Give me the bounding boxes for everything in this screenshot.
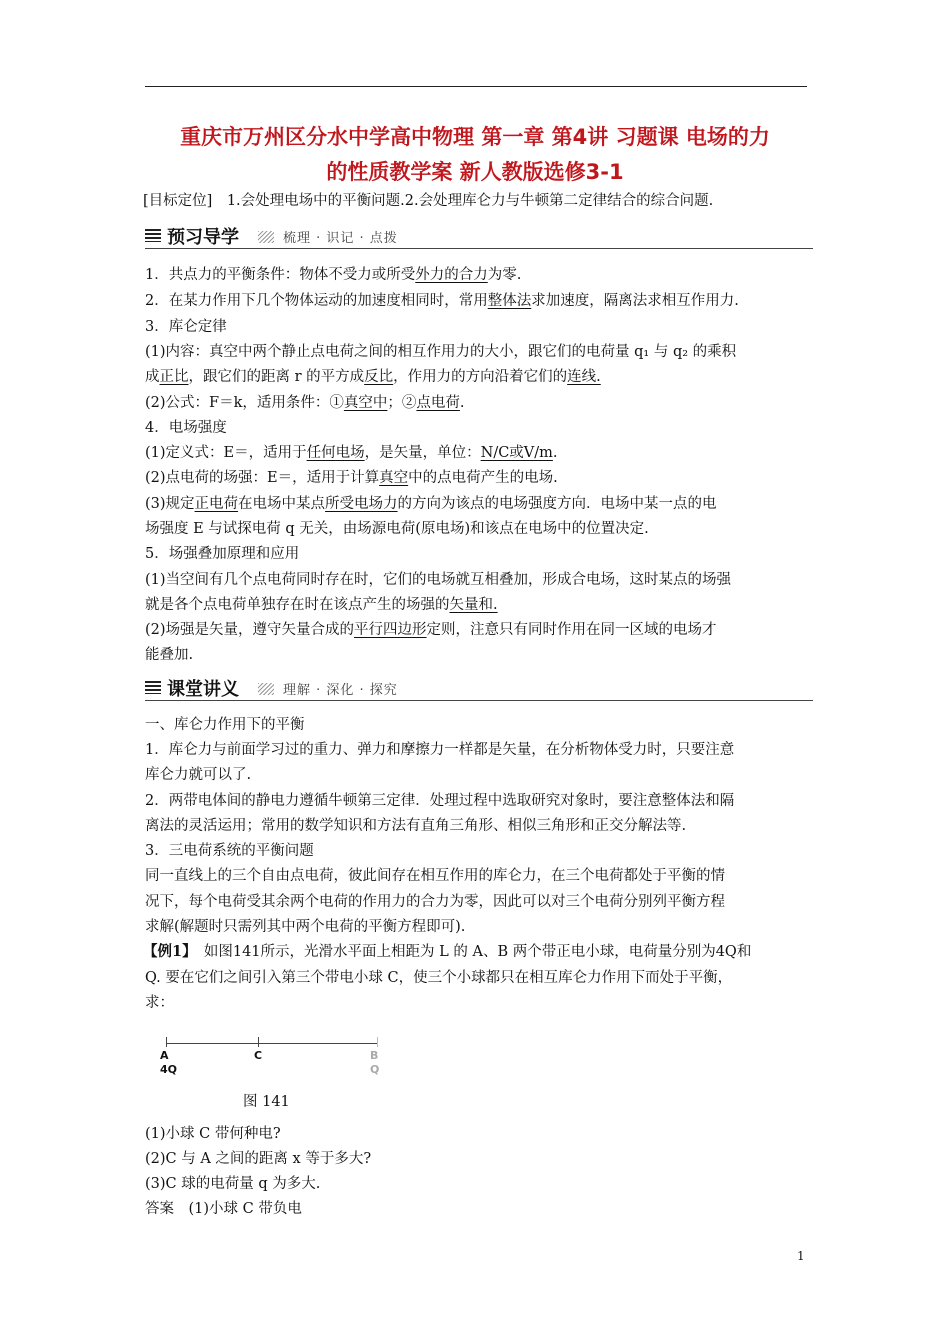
section-subtitle: 理解 · 深化 · 探究 [283, 683, 398, 698]
header-rule [145, 86, 807, 87]
hatch-icon [258, 683, 274, 695]
label-b-charge: Q [370, 1063, 380, 1076]
answer-line: 答案 (1)小球 C 带负电 [145, 1201, 302, 1217]
goal-statement: [目标定位] 1.会处理电场中的平衡问题.2.会处理库仑力与牛顿第二定律结合的综合问题. [143, 193, 714, 209]
section-subtitle: 梳理 · 识记 · 点拨 [283, 231, 398, 246]
paragraph-line: (1)内容：真空中两个静止点电荷之间的相互作用力的大小，跟它们的电荷量 q₁ 与 q₂ 的乘积 [145, 344, 737, 360]
paragraph-line: 求解(解题时只需列其中两个电荷的平衡方程即可). [145, 919, 466, 935]
paragraph-line: 1．共点力的平衡条件：物体不受力或所受外力的合力为零. [145, 267, 522, 283]
tick-b [377, 1037, 378, 1047]
paragraph-line: (2)点电荷的场强：E＝，适用于计算真空中的点电荷产生的电场. [145, 470, 558, 486]
hatch-icon [258, 231, 274, 243]
section-rule [145, 700, 813, 701]
section-rule [145, 248, 813, 249]
paragraph-line: 能叠加. [145, 647, 194, 663]
paragraph-line: 就是各个点电荷单独存在时在该点产生的场强的矢量和. [145, 597, 498, 613]
stripes-icon [145, 681, 161, 694]
section-header-preview [145, 223, 813, 249]
paragraph-line: Q. 要在它们之间引入第三个带电小球 C，使三个小球都只在相互库仑力作用下而处于平衡， [145, 970, 733, 986]
label-c: C [254, 1049, 263, 1062]
paragraph-line: 3．库仑定律 [145, 319, 227, 335]
paragraph-line: 库仑力就可以了. [145, 767, 252, 783]
title-line-2: 的性质教学案 新人教版选修3-1 [326, 160, 624, 184]
paragraph-line: 离法的灵活运用；常用的数学知识和方法有直角三角形、相似三角形和正交分解法等. [145, 818, 687, 834]
paragraph-line: 场强度 E 与试探电荷 q 无关，由场源电荷(原电场)和该点在电场中的位置决定. [145, 521, 649, 537]
paragraph-line: 1．库仑力与前面学习过的重力、弹力和摩擦力一样都是矢量，在分析物体受力时，只要注意 [145, 742, 735, 758]
label-a: A [160, 1049, 169, 1062]
paragraph-line: (3)规定正电荷在电场中某点所受电场力的方向为该点的电场强度方向．电场中某一点的电 [145, 496, 717, 512]
section-title: 预习导学 [167, 227, 239, 248]
paragraph-line: 2．在某力作用下几个物体运动的加速度相同时，常用整体法求加速度，隔离法求相互作用力. [145, 293, 739, 309]
title-line-1: 重庆市万州区分水中学高中物理 第一章 第4讲 习题课 电场的力 [180, 125, 770, 149]
paragraph-line: 5．场强叠加原理和应用 [145, 546, 300, 562]
paragraph-line: 3．三电荷系统的平衡问题 [145, 843, 314, 859]
paragraph-line: (1)定义式：E＝，适用于任何电场，是矢量，单位：N/C或V/m. [145, 445, 558, 461]
paragraph-line: (1)当空间有几个点电荷同时存在时，它们的电场就互相叠加，形成合电场，这时某点的场强 [145, 572, 732, 588]
paragraph-line: 况下，每个电荷受其余两个电荷的作用力的合力为零，因此可以对三个电荷分别列平衡方程 [145, 894, 725, 910]
question-line: (1)小球 C 带何种电? [145, 1126, 281, 1142]
page-number: 1 [797, 1249, 805, 1263]
figure-caption: 图 141 [243, 1094, 290, 1110]
question-line: (3)C 球的电荷量 q 为多大. [145, 1176, 321, 1192]
figure-line [166, 1043, 378, 1044]
example-line: 【例1】 如图141所示，光滑水平面上相距为 L 的 A、B 两个带正电小球，电荷量分别为4Q和 [143, 943, 752, 960]
paragraph-line: 2．两带电体间的静电力遵循牛顿第三定律．处理过程中选取研究对象时，要注意整体法和隔 [145, 793, 735, 809]
tick-a [166, 1037, 167, 1047]
label-b: B [370, 1049, 379, 1062]
paragraph-line: (2)公式：F＝k，适用条件：①真空中；②点电荷. [145, 395, 465, 411]
paragraph-line: 同一直线上的三个自由点电荷，彼此间存在相互作用的库仑力，在三个电荷都处于平衡的情 [145, 868, 725, 884]
section-header-lecture [145, 675, 813, 701]
stripes-icon [145, 229, 161, 242]
paragraph-line: 求： [145, 995, 174, 1011]
paragraph-line: 成正比，跟它们的距离 r 的平方成反比，作用力的方向沿着它们的连线. [145, 369, 601, 385]
paragraph-line: (2)场强是矢量，遵守矢量合成的平行四边形定则，注意只有同时作用在同一区域的电场才 [145, 622, 717, 638]
example-label: 【例1】 [143, 943, 190, 960]
section-title: 课堂讲义 [167, 679, 239, 700]
paragraph-line: 4．电场强度 [145, 420, 227, 436]
label-a-charge: 4Q [160, 1063, 178, 1076]
tick-c [258, 1037, 259, 1047]
paragraph-line: 一、库仑力作用下的平衡 [145, 717, 305, 733]
question-line: (2)C 与 A 之间的距离 x 等于多大? [145, 1151, 372, 1167]
